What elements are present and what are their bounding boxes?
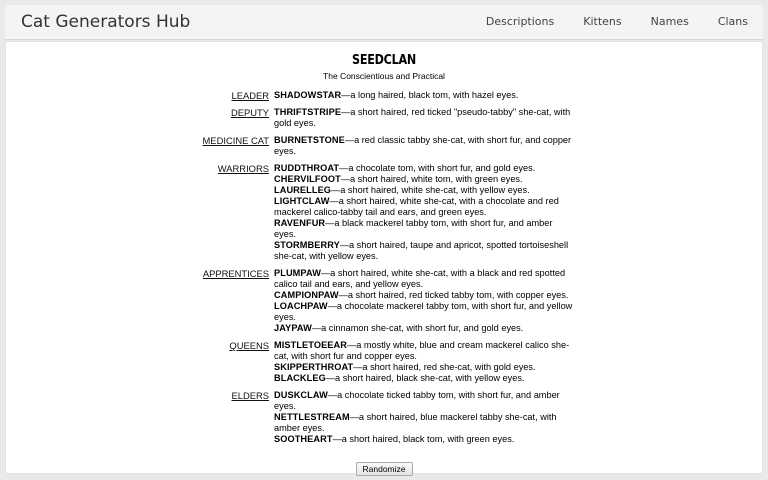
cat-description: —a short haired, taupe and apricot, spotted tortoiseshell she-cat, with yellow eyes. <box>274 240 569 261</box>
rank-section-medicine-cat <box>196 135 576 157</box>
rank-section-deputy <box>196 107 576 129</box>
cat-entry <box>274 412 574 434</box>
cat-list <box>274 340 574 384</box>
cat-entry <box>274 390 574 412</box>
cat-name: SHADOWSTAR <box>274 90 342 100</box>
cat-description: —a short haired, red she-cat, with gold eyes. <box>353 362 536 372</box>
cat-description: —a short haired, black tom, with green eyes. <box>332 434 515 444</box>
rank-label[interactable]: WARRIORS <box>217 163 269 174</box>
cat-name: PLUMPAW <box>274 268 321 278</box>
cat-entry <box>274 135 574 157</box>
cat-name: SOOTHEART <box>274 434 333 444</box>
cat-name: CHERVILFOOT <box>274 174 341 184</box>
rank-section-apprentices <box>196 268 576 334</box>
rank-label[interactable]: APPRENTICES <box>202 268 269 279</box>
cat-list <box>274 135 574 157</box>
cat-description: —a short haired, red ticked tabby tom, with copper eyes. <box>338 290 569 300</box>
clan-roster <box>196 90 576 451</box>
cat-description: —a short haired, white she-cat, with yellow eyes. <box>331 185 530 195</box>
cat-description: —a short haired, white tom, with green eyes. <box>340 174 523 184</box>
nav-descriptions[interactable]: Descriptions <box>485 15 555 28</box>
cat-entry <box>274 163 574 174</box>
cat-entry <box>274 434 574 445</box>
cat-entry <box>274 185 574 196</box>
cat-description: —a chocolate mackerel tabby tom, with short fur, and yellow eyes. <box>274 301 573 322</box>
clan-tagline: The Conscientious and Practical <box>323 71 445 81</box>
cat-description: —a cinnamon she-cat, with short fur, and gold eyes. <box>311 323 524 333</box>
cat-list <box>274 268 574 334</box>
generator-panel <box>5 41 763 474</box>
cat-list <box>274 107 574 129</box>
cat-entry <box>274 240 574 262</box>
cat-entry <box>274 290 574 301</box>
cat-name: JAYPAW <box>274 323 312 333</box>
cat-name: BLACKLEG <box>274 373 326 383</box>
cat-entry <box>274 323 574 334</box>
cat-description: —a short haired, white she-cat, with a black and red spotted calico tail and ears, and yellow eyes. <box>274 268 566 289</box>
nav-clans[interactable]: Clans <box>717 15 748 28</box>
cat-name: LOACHPAW <box>274 301 328 311</box>
nav-kittens[interactable]: Kittens <box>583 15 622 28</box>
rank-section-elders <box>196 390 576 445</box>
randomize-button[interactable]: Randomize <box>356 462 413 476</box>
cat-entry <box>274 196 574 218</box>
cat-entry <box>274 218 574 240</box>
rank-label[interactable]: ELDERS <box>231 390 269 401</box>
cat-entry <box>274 373 574 384</box>
rank-label[interactable]: DEPUTY <box>230 107 269 118</box>
rank-section-warriors <box>196 163 576 262</box>
cat-name: THRIFTSTRIPE <box>274 107 342 117</box>
rank-section-leader <box>196 90 576 101</box>
clan-name: SEEDCLAN <box>352 53 416 68</box>
rank-section-queens <box>196 340 576 384</box>
cat-description: —a red classic tabby she-cat, with short fur, and copper eyes. <box>274 135 572 156</box>
cat-name: SKIPPERTHROAT <box>274 362 354 372</box>
cat-name: MISTLETOEEAR <box>274 340 348 350</box>
cat-description: —a chocolate ticked tabby tom, with short fur, and amber eyes. <box>274 390 560 411</box>
cat-entry <box>274 174 574 185</box>
cat-description: —a short haired, red ticked "pseudo-tabby" she-cat, with gold eyes. <box>274 107 571 128</box>
cat-description: —a short haired, white she-cat, with a chocolate and red mackerel calico-tabby tail and ears, and green eyes. <box>274 196 559 217</box>
cat-name: NETTLESTREAM <box>274 412 350 422</box>
cat-description: —a black mackerel tabby tom, with short fur, and amber eyes. <box>274 218 553 239</box>
cat-name: LIGHTCLAW <box>274 196 330 206</box>
cat-description: —a short haired, blue mackerel tabby she-cat, with amber eyes. <box>274 412 557 433</box>
rank-label[interactable]: LEADER <box>231 90 269 101</box>
cat-description: —a short haired, black she-cat, with yellow eyes. <box>325 373 525 383</box>
cat-name: CAMPIONPAW <box>274 290 339 300</box>
top-navbar <box>5 5 763 40</box>
nav-names[interactable]: Names <box>650 15 689 28</box>
cat-name: STORMBERRY <box>274 240 340 250</box>
cat-entry <box>274 301 574 323</box>
cat-name: DUSKCLAW <box>274 390 328 400</box>
cat-description: —a long haired, black tom, with hazel eyes. <box>341 90 519 100</box>
rank-label[interactable]: MEDICINE CAT <box>202 135 269 146</box>
cat-entry <box>274 90 574 101</box>
cat-entry <box>274 107 574 129</box>
button-row <box>6 459 762 477</box>
cat-name: RAVENFUR <box>274 218 326 228</box>
cat-entry <box>274 268 574 290</box>
main-nav <box>457 15 748 28</box>
cat-description: —a mostly white, blue and cream mackerel calico she-cat, with short fur and copper eyes. <box>274 340 570 361</box>
rank-label[interactable]: QUEENS <box>229 340 269 351</box>
cat-list <box>274 90 574 101</box>
site-brand[interactable]: Cat Generators Hub <box>21 12 191 32</box>
cat-entry <box>274 362 574 373</box>
cat-list <box>274 163 574 262</box>
cat-name: LAURELLEG <box>274 185 332 195</box>
cat-description: —a chocolate tom, with short fur, and gold eyes. <box>339 163 536 173</box>
cat-name: BURNETSTONE <box>274 135 345 145</box>
cat-list <box>274 390 574 445</box>
cat-name: RUDDTHROAT <box>274 163 340 173</box>
cat-entry <box>274 340 574 362</box>
